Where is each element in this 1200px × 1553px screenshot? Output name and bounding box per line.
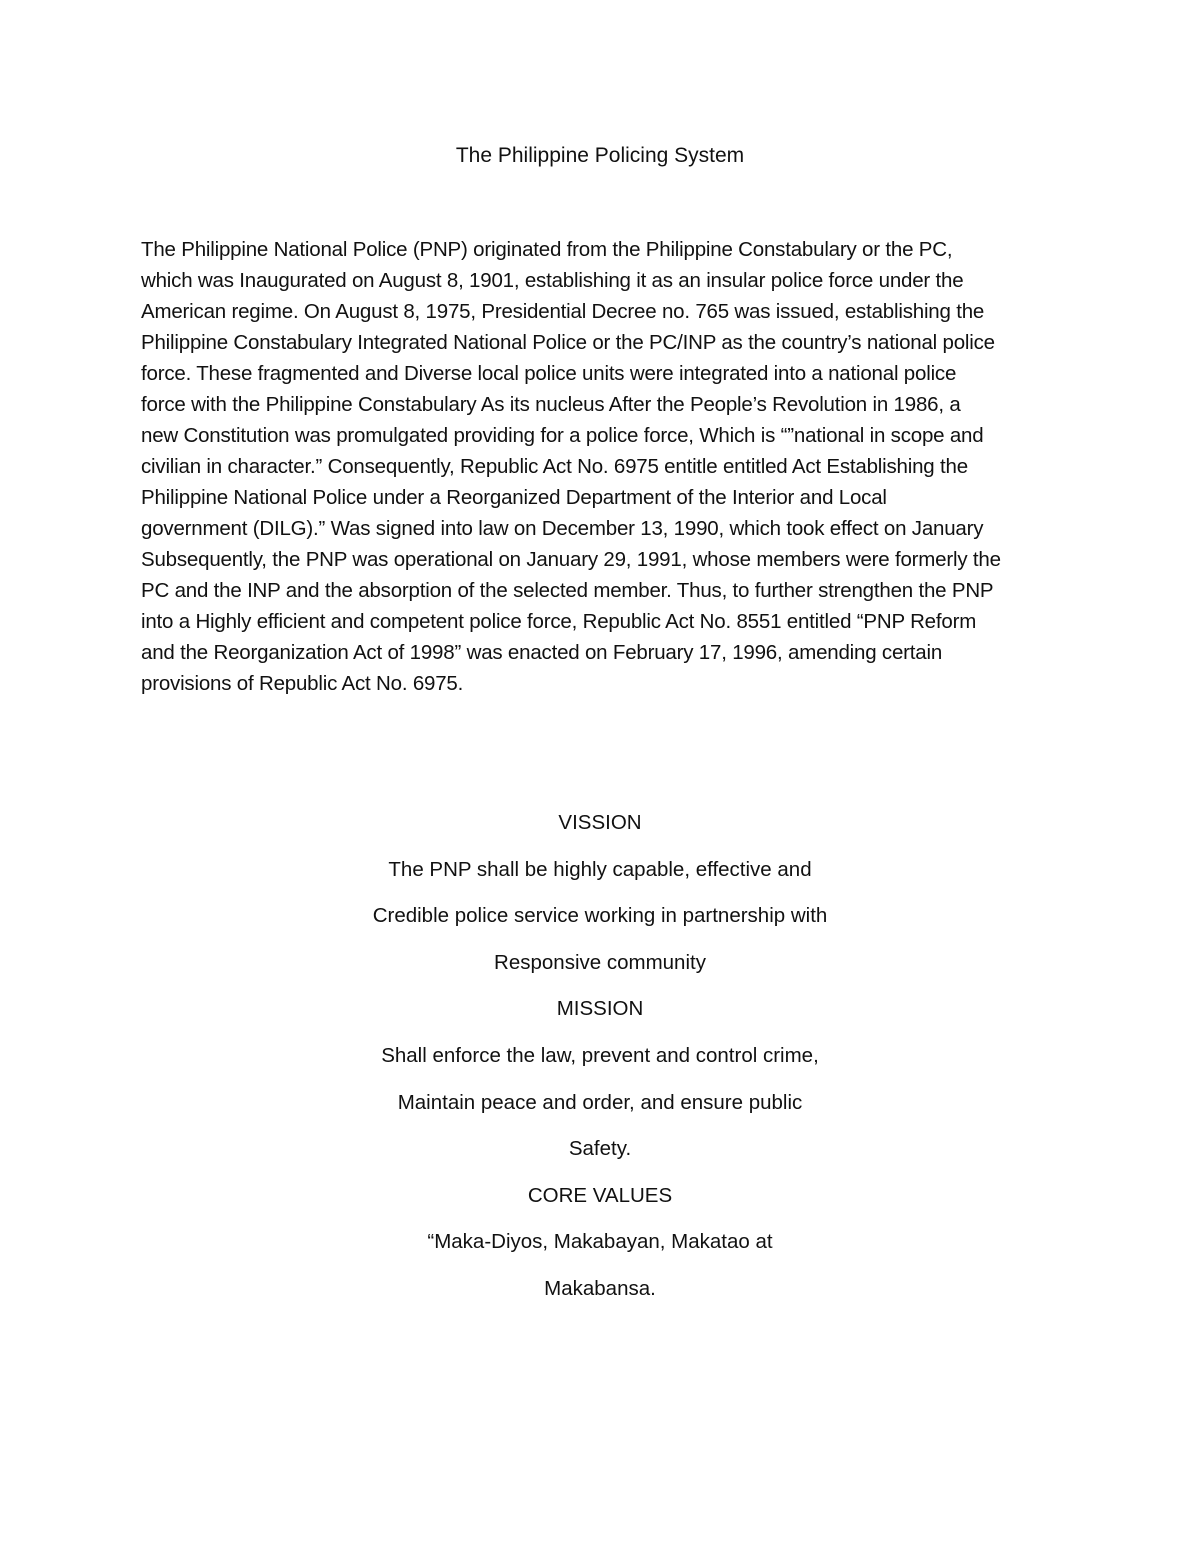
mission-line: Safety. <box>568 1137 632 1161</box>
core-values-line: Makabansa. <box>544 1276 656 1300</box>
paragraph-line: The Philippine National Police (PNP) originated from the Philippine Constabulary or the PC, <box>141 238 953 261</box>
paragraph-line: Philippine National Police under a Reorganized Department of the Interior and Local <box>141 486 887 509</box>
vision-mission-values <box>0 809 1200 1322</box>
document-title: The Philippine Policing System <box>455 144 745 167</box>
paragraph-line: into a Highly efficient and competent police force, Republic Act No. 8551 entitled “PNP Reform <box>141 610 977 633</box>
history-paragraph <box>141 234 1071 699</box>
vision-line: Credible police service working in partnership with <box>372 904 828 928</box>
paragraph-line: and the Reorganization Act of 1998” was enacted on February 17, 1996, amending certain <box>141 641 943 664</box>
paragraph-line: Subsequently, the PNP was operational on January 29, 1991, whose members were formerly the <box>141 548 1001 571</box>
paragraph-line: American regime. On August 8, 1975, Presidential Decree no. 765 was issued, establishing the <box>141 300 985 323</box>
paragraph-line: Philippine Constabulary Integrated National Police or the PC/INP as the country’s national police <box>141 331 995 354</box>
paragraph-line: civilian in character.” Consequently, Republic Act No. 6975 entitle entitled Act Establishing the <box>141 455 968 478</box>
paragraph-line: force. These fragmented and Diverse local police units were integrated into a national police <box>141 362 957 385</box>
paragraph-line: new Constitution was promulgated providing for a police force, Which is “”national in scope and <box>141 424 984 447</box>
core-values-line: “Maka-Diyos, Makabayan, Makatao at <box>427 1230 773 1254</box>
core-values-heading: CORE VALUES <box>527 1183 673 1207</box>
paragraph-line: government (DILG).” Was signed into law on December 13, 1990, which took effect on January <box>141 517 984 540</box>
paragraph-line: which was Inaugurated on August 8, 1901, establishing it as an insular police force under the <box>141 269 964 292</box>
paragraph-line: force with the Philippine Constabulary As its nucleus After the People’s Revolution in 1986, a <box>141 393 961 416</box>
vision-line: The PNP shall be highly capable, effective and <box>388 857 812 881</box>
vision-heading: VISSION <box>558 811 642 834</box>
vision-line: Responsive community <box>494 950 706 974</box>
mission-line: Shall enforce the law, prevent and control crime, <box>381 1043 819 1067</box>
mission-heading: MISSION <box>556 997 644 1021</box>
paragraph-line: PC and the INP and the absorption of the selected member. Thus, to further strengthen the PNP <box>141 579 994 602</box>
mission-line: Maintain peace and order, and ensure public <box>397 1090 803 1114</box>
paragraph-line: provisions of Republic Act No. 6975. <box>141 672 464 695</box>
